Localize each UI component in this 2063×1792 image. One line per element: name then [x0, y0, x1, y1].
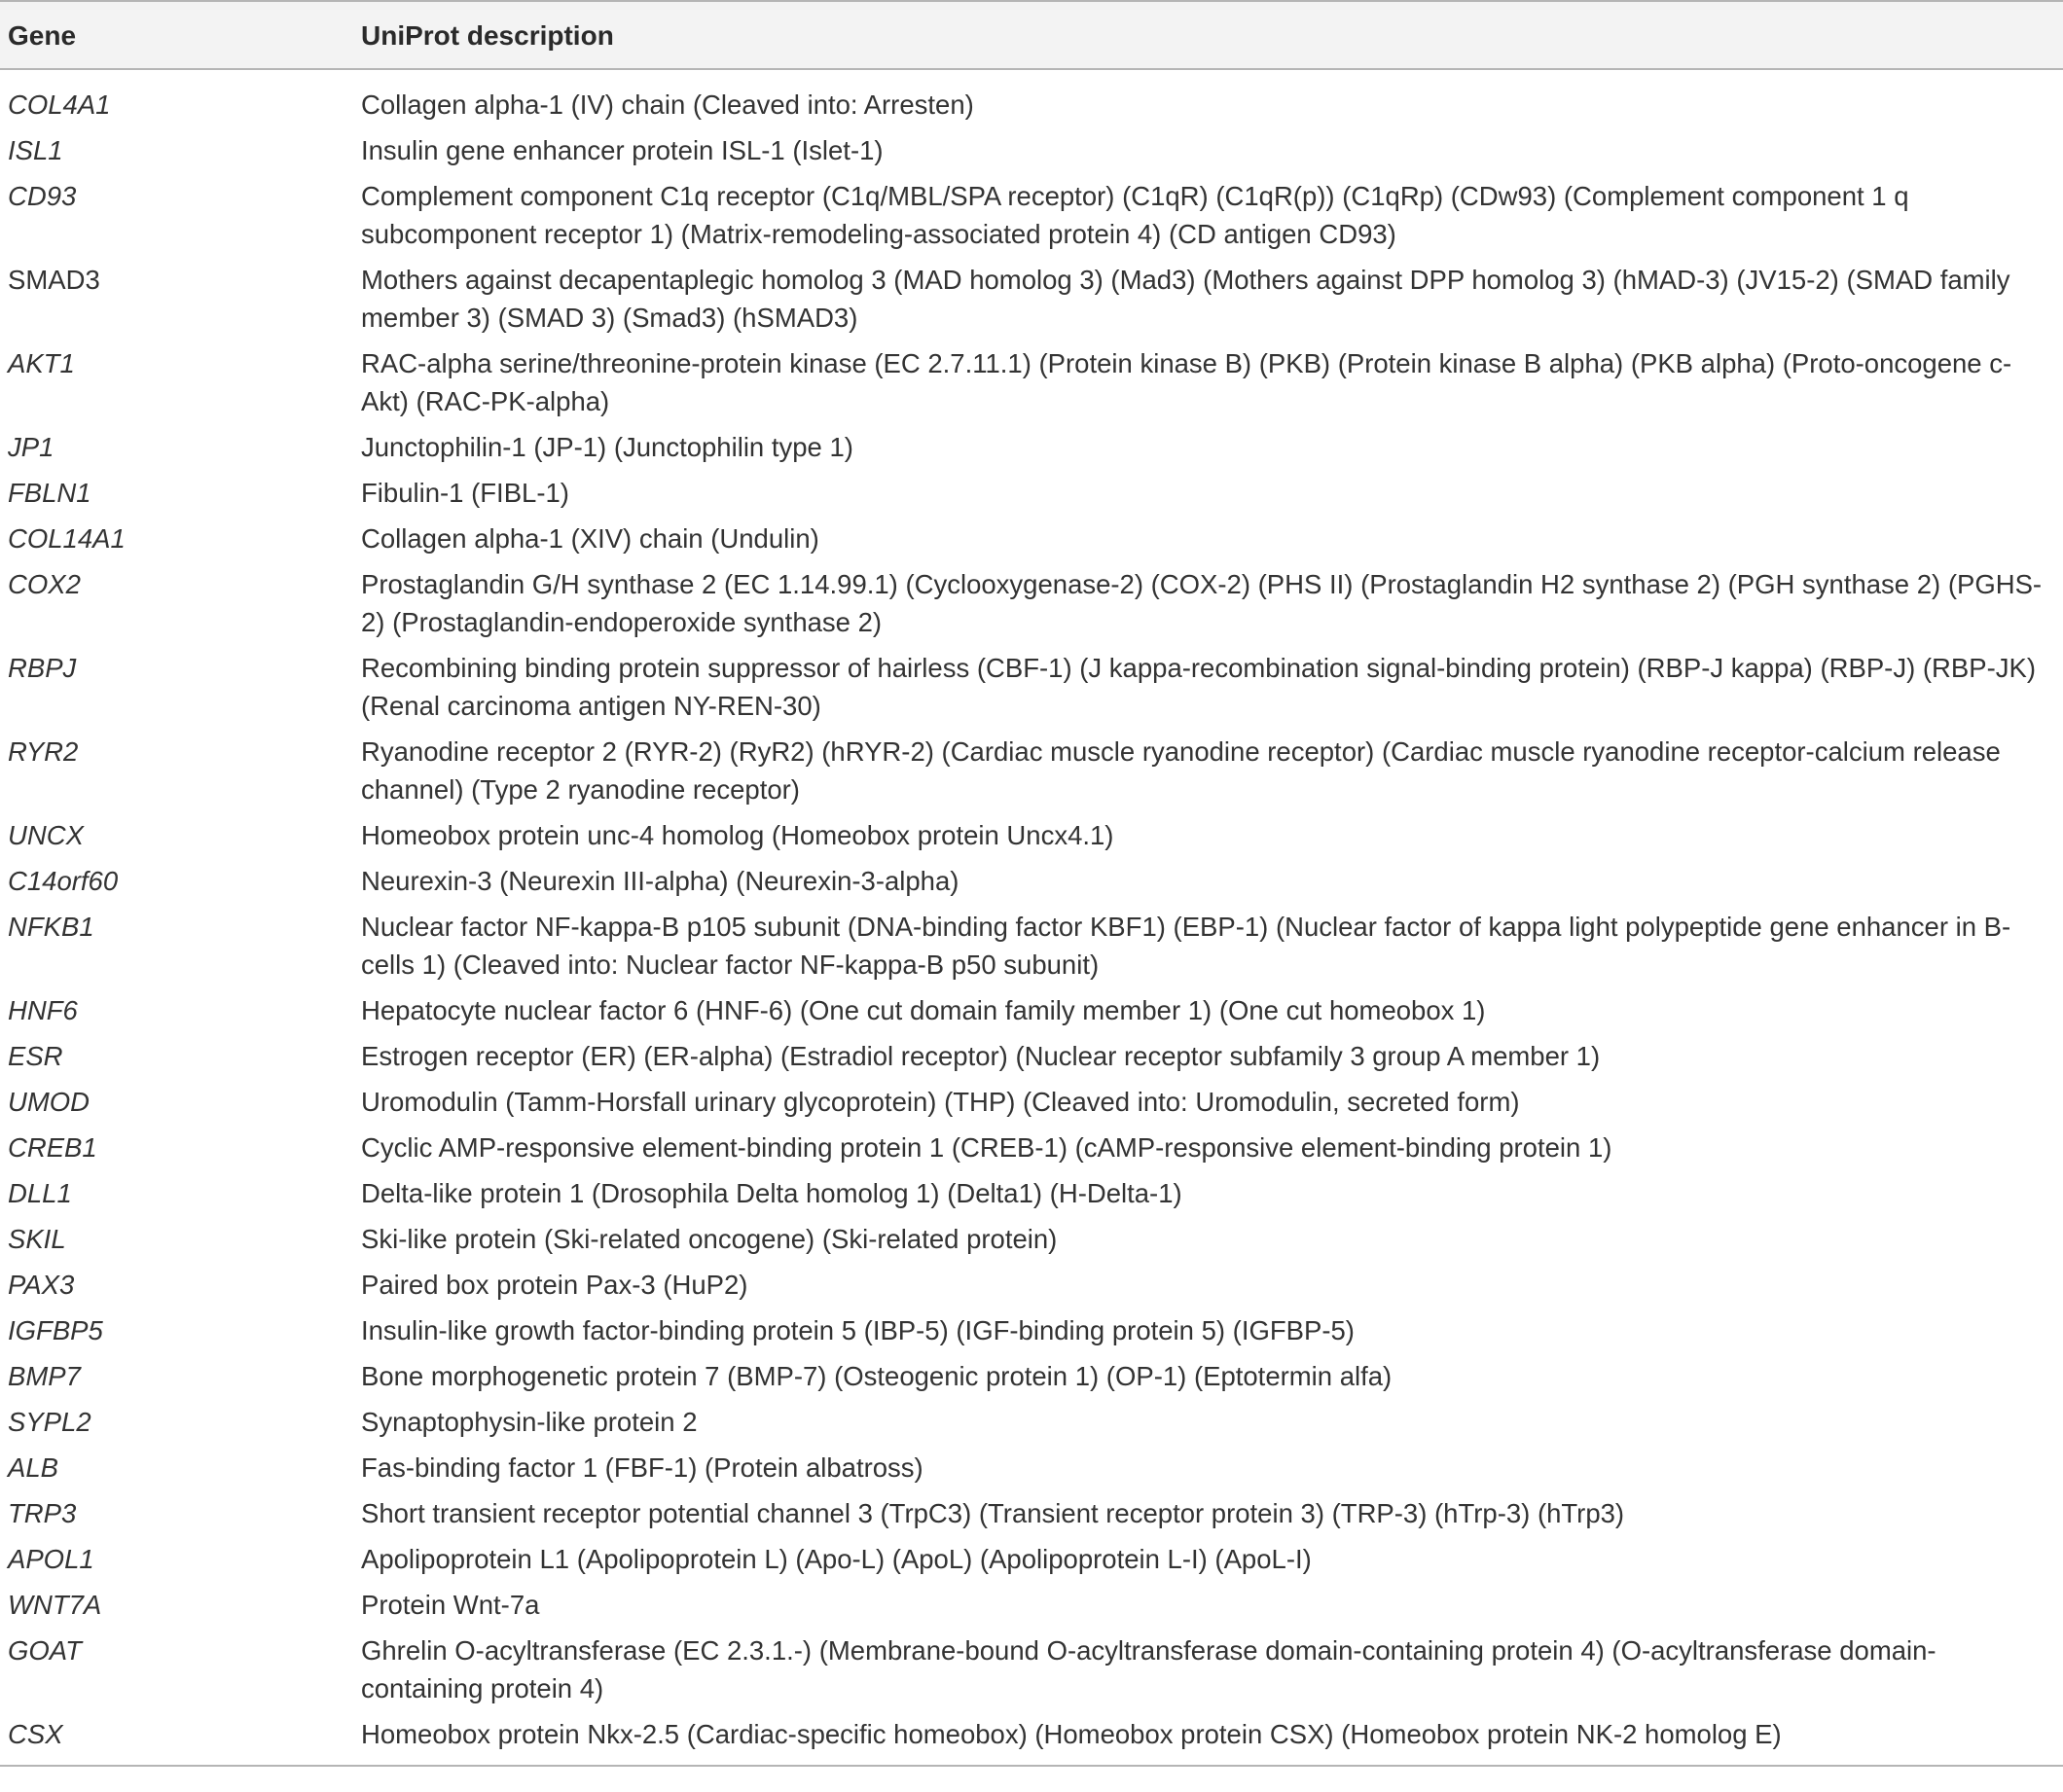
gene-cell: CREB1 — [8, 1132, 97, 1163]
table-row — [0, 1353, 2063, 1399]
gene-cell: ISL1 — [8, 135, 63, 165]
table-row — [0, 1262, 2063, 1308]
table-row — [0, 1536, 2063, 1582]
description-cell: Paired box protein Pax-3 (HuP2) — [361, 1270, 748, 1300]
gene-cell: UNCX — [8, 820, 84, 850]
description-cell: Homeobox protein Nkx-2.5 (Cardiac-specific homeobox) (Homeobox protein CSX) (Homeobox protein NK-2 homolog E) — [361, 1711, 2063, 1766]
table-row — [0, 1490, 2063, 1536]
gene-cell: RBPJ — [8, 653, 77, 683]
description-cell: Insulin-like growth factor-binding protein 5 (IBP-5) (IGF-binding protein 5) (IGFBP-5) — [361, 1315, 1355, 1345]
description-cell: Mothers against decapentaplegic homolog 3 (MAD homolog 3) (Mad3) (Mothers against DPP homolog 3) (hMAD-3) (JV15-2) (SMAD family member 3) (SMAD 3) (Smad3) (hSMAD3) — [361, 265, 2010, 333]
table-row — [0, 812, 2063, 858]
description-cell: Cyclic AMP-responsive element-binding protein 1 (CREB-1) (cAMP-responsive element-binding protein 1) — [361, 1132, 1612, 1163]
header-gene: Gene — [0, 1, 361, 69]
gene-cell: RYR2 — [8, 736, 79, 767]
table-row — [0, 858, 2063, 904]
table-row — [0, 1711, 2063, 1766]
description-cell: Neurexin-3 (Neurexin III-alpha) (Neurexin-3-alpha) — [361, 866, 959, 896]
table-row — [0, 127, 2063, 173]
description-cell: Nuclear factor NF-kappa-B p105 subunit (DNA-binding factor KBF1) (EBP-1) (Nuclear factor of kappa light polypeptide gene enhancer in B-cells 1) (Cleaved into: Nuclear factor NF-kappa-B p50 subunit) — [361, 912, 2011, 980]
gene-cell: SKIL — [8, 1224, 66, 1254]
description-cell: Collagen alpha-1 (IV) chain (Cleaved into: Arresten) — [361, 90, 974, 120]
table-row — [0, 1170, 2063, 1216]
description-cell: Protein Wnt-7a — [361, 1590, 540, 1620]
description-cell: Hepatocyte nuclear factor 6 (HNF-6) (One cut domain family member 1) (One cut homeobox 1) — [361, 995, 1486, 1025]
table-row — [0, 1216, 2063, 1262]
gene-cell: IGFBP5 — [8, 1315, 103, 1345]
table-row — [0, 257, 2063, 340]
description-cell: Bone morphogenetic protein 7 (BMP-7) (Osteogenic protein 1) (OP-1) (Eptotermin alfa) — [361, 1361, 1393, 1391]
table-row — [0, 1079, 2063, 1125]
gene-cell: PAX3 — [8, 1270, 75, 1300]
table-row — [0, 516, 2063, 561]
header-row — [0, 1, 2063, 69]
description-cell: Fas-binding factor 1 (FBF-1) (Protein albatross) — [361, 1452, 923, 1483]
gene-cell: ESR — [8, 1041, 63, 1071]
table-row — [0, 1125, 2063, 1170]
description-cell: Insulin gene enhancer protein ISL-1 (Islet-1) — [361, 135, 884, 165]
gene-cell: C14orf60 — [8, 866, 119, 896]
description-cell: Short transient receptor potential channel 3 (TrpC3) (Transient receptor protein 3) (TRP-3) (hTrp-3) (hTrp3) — [361, 1498, 1625, 1528]
table-row — [0, 987, 2063, 1033]
table-row — [0, 729, 2063, 812]
table-row — [0, 645, 2063, 729]
description-cell: Collagen alpha-1 (XIV) chain (Undulin) — [361, 523, 819, 554]
gene-cell: UMOD — [8, 1087, 90, 1117]
gene-cell: SYPL2 — [8, 1407, 91, 1437]
description-cell: Ghrelin O-acyltransferase (EC 2.3.1.-) (Membrane-bound O-acyltransferase domain-containing protein 4) (O-acyltransferase domain-containing protein 4) — [361, 1635, 1936, 1703]
description-cell: Fibulin-1 (FIBL-1) — [361, 478, 569, 508]
table-row — [0, 69, 2063, 127]
description-cell: RAC-alpha serine/threonine-protein kinase (EC 2.7.11.1) (Protein kinase B) (PKB) (Protein kinase B alpha) (PKB alpha) (Proto-oncogene c-Akt) (RAC-PK-alpha) — [361, 348, 2012, 416]
gene-cell: SMAD3 — [8, 265, 100, 295]
table-row — [0, 173, 2063, 257]
table-body — [0, 69, 2063, 1766]
gene-cell: ALB — [8, 1452, 58, 1483]
table-row — [0, 904, 2063, 987]
description-cell: Homeobox protein unc-4 homolog (Homeobox protein Uncx4.1) — [361, 820, 1114, 850]
table-row — [0, 424, 2063, 470]
description-cell: Uromodulin (Tamm-Horsfall urinary glycoprotein) (THP) (Cleaved into: Uromodulin, secreted form) — [361, 1087, 1520, 1117]
gene-cell: JP1 — [8, 432, 54, 462]
gene-cell: AKT1 — [8, 348, 75, 378]
header-uniprot-description: UniProt description — [361, 1, 2063, 69]
gene-cell: COL14A1 — [8, 523, 126, 554]
gene-cell: COL4A1 — [8, 90, 111, 120]
table-row — [0, 561, 2063, 645]
table-row — [0, 1399, 2063, 1445]
gene-cell: HNF6 — [8, 995, 78, 1025]
gene-cell: FBLN1 — [8, 478, 91, 508]
description-cell: Synaptophysin-like protein 2 — [361, 1407, 698, 1437]
table-row — [0, 340, 2063, 424]
description-cell: Estrogen receptor (ER) (ER-alpha) (Estradiol receptor) (Nuclear receptor subfamily 3 group A member 1) — [361, 1041, 1601, 1071]
description-cell: Prostaglandin G/H synthase 2 (EC 1.14.99.1) (Cyclooxygenase-2) (COX-2) (PHS II) (Prostaglandin H2 synthase 2) (PGH synthase 2) (PGHS-2) (Prostaglandin-endoperoxide synthase 2) — [361, 569, 2043, 637]
gene-cell: NFKB1 — [8, 912, 94, 942]
description-cell: Delta-like protein 1 (Drosophila Delta homolog 1) (Delta1) (H-Delta-1) — [361, 1178, 1182, 1208]
table-row — [0, 1445, 2063, 1490]
description-cell: Complement component C1q receptor (C1q/MBL/SPA receptor) (C1qR) (C1qR(p)) (C1qRp) (CDw93) (Complement component 1 q subcomponent receptor 1) (Matrix-remodeling-associated protein 4) (CD antigen CD93) — [361, 181, 1909, 249]
table-row — [0, 1308, 2063, 1353]
gene-cell: WNT7A — [8, 1590, 102, 1620]
table-row — [0, 1033, 2063, 1079]
description-cell: Junctophilin-1 (JP-1) (Junctophilin type 1) — [361, 432, 853, 462]
table-row — [0, 470, 2063, 516]
gene-cell: BMP7 — [8, 1361, 81, 1391]
table-row — [0, 1628, 2063, 1711]
table-header — [0, 1, 2063, 69]
description-cell: Recombining binding protein suppressor of hairless (CBF-1) (J kappa-recombination signal-binding protein) (RBP-J kappa) (RBP-J) (RBP-JK) (Renal carcinoma antigen NY-REN-30) — [361, 653, 2036, 721]
gene-cell: TRP3 — [8, 1498, 77, 1528]
table-row — [0, 1582, 2063, 1628]
gene-cell: CD93 — [8, 181, 77, 211]
gene-cell: COX2 — [8, 569, 81, 599]
description-cell: Ryanodine receptor 2 (RYR-2) (RyR2) (hRYR-2) (Cardiac muscle ryanodine receptor) (Cardiac muscle ryanodine receptor-calcium release channel) (Type 2 ryanodine receptor) — [361, 736, 2001, 805]
gene-cell: APOL1 — [8, 1544, 94, 1574]
gene-cell: DLL1 — [8, 1178, 72, 1208]
gene-cell: GOAT — [8, 1635, 82, 1666]
description-cell: Apolipoprotein L1 (Apolipoprotein L) (Apo-L) (ApoL) (Apolipoprotein L-I) (ApoL-I) — [361, 1544, 1312, 1574]
gene-cell: CSX — [0, 1711, 361, 1766]
description-cell: Ski-like protein (Ski-related oncogene) (Ski-related protein) — [361, 1224, 1058, 1254]
